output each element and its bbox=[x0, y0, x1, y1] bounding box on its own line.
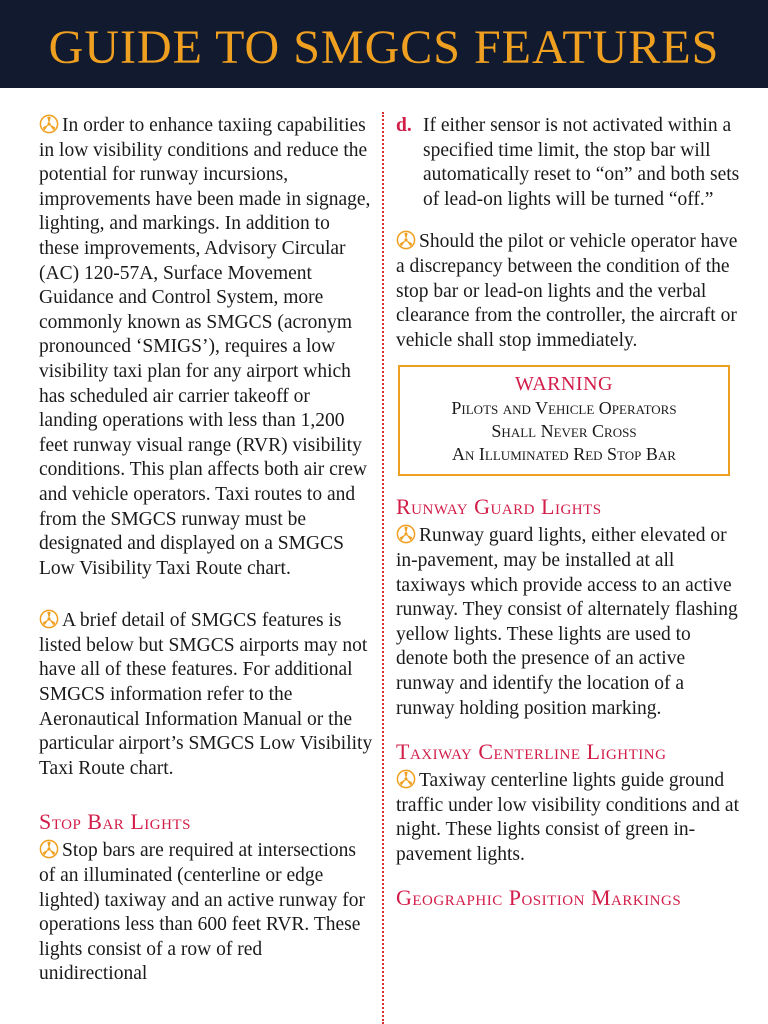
left-column bbox=[39, 114, 373, 987]
taxiway-centerline-paragraph bbox=[396, 769, 742, 867]
stop-bar-paragraph bbox=[39, 839, 373, 987]
discrepancy-text: Should the pilot or vehicle operator have a discrepancy between the condition of the stop bar or lead-on lights and the verbal clearance from the controller, the aircraft or vehicle shall stop immediately. bbox=[396, 231, 738, 351]
intro-text: In order to enhance taxiing capabilities in low visibility conditions and reduce the potential for runway incursions, improvements have been made in signage, lighting, and markings. In addition to these improvements, Advisory Circular (AC) 120-57A, Surface Movement Guidance and Control System, more commonly known as SMGCS (acronym pronounced ‘SMIGS’), requires a low visibility taxi plan for any airport which has scheduled air carrier takeoff or landing operations with less than 1,200 feet runway visual range (RVR) visibility conditions. This plan affects both air crew and vehicle operators. Taxi routes to and from the SMGCS runway must be designated and displayed on a SMGCS Low Visibility Taxi Route chart. bbox=[39, 115, 371, 579]
taxiway-centerline-text: Taxiway centerline lights guide ground traffic under low visibility conditions and at night. These lights consist of green in-pavement lights. bbox=[396, 770, 739, 865]
runway-guard-paragraph bbox=[396, 524, 742, 721]
warning-line-1: Pilots and Vehicle Operators bbox=[451, 398, 677, 419]
propeller-bullet-icon bbox=[39, 114, 59, 134]
warning-line-2: Shall Never Cross bbox=[491, 421, 637, 442]
header-banner bbox=[0, 0, 768, 88]
geographic-position-heading: Geographic Position Markings bbox=[396, 885, 682, 911]
stop-bar-heading: Stop Bar Lights bbox=[39, 809, 191, 835]
list-item-d-text: If either sensor is not activated within a specified time limit, the stop bar will automatically reset to “on” and both sets of lead-on lights will be turned “off.” bbox=[423, 115, 740, 210]
list-item-d bbox=[396, 114, 742, 212]
propeller-bullet-icon bbox=[396, 769, 416, 789]
list-item-letter: d. bbox=[396, 115, 412, 136]
propeller-bullet-icon bbox=[396, 230, 416, 250]
page-title: GUIDE TO SMGCS FEATURES bbox=[48, 21, 720, 74]
column-divider bbox=[382, 112, 384, 1024]
propeller-bullet-icon bbox=[396, 524, 416, 544]
discrepancy-paragraph bbox=[396, 230, 742, 353]
taxiway-centerline-heading: Taxiway Centerline Lighting bbox=[396, 739, 667, 765]
features-text: A brief detail of SMGCS features is listed below but SMGCS airports may not have all of these features. For additional SMGCS information refer to the Aeronautical Information Manual or the particular airport’s SMGCS Low Visibility Taxi Route chart. bbox=[39, 610, 373, 779]
warning-line-3: An Illuminated Red Stop Bar bbox=[452, 444, 676, 465]
propeller-bullet-icon bbox=[39, 839, 59, 859]
runway-guard-text: Runway guard lights, either elevated or in-pavement, may be installed at all taxiways which provide access to an active runway. They consist of alternately flashing yellow lights. These lights are used to denote both the presence of an active runway and identify the location of a runway holding position marking. bbox=[396, 525, 738, 719]
propeller-bullet-icon bbox=[39, 609, 59, 629]
warning-title: WARNING bbox=[515, 373, 613, 396]
features-paragraph bbox=[39, 609, 373, 781]
right-column bbox=[396, 114, 742, 915]
warning-box bbox=[398, 365, 730, 476]
intro-paragraph bbox=[39, 114, 373, 581]
runway-guard-heading: Runway Guard Lights bbox=[396, 494, 602, 520]
stop-bar-text: Stop bars are required at intersections of an illuminated (centerline or edge lighted) taxiway and an active runway for operations less than 600 feet RVR. These lights consist of a row of red unidirectional bbox=[39, 840, 365, 985]
